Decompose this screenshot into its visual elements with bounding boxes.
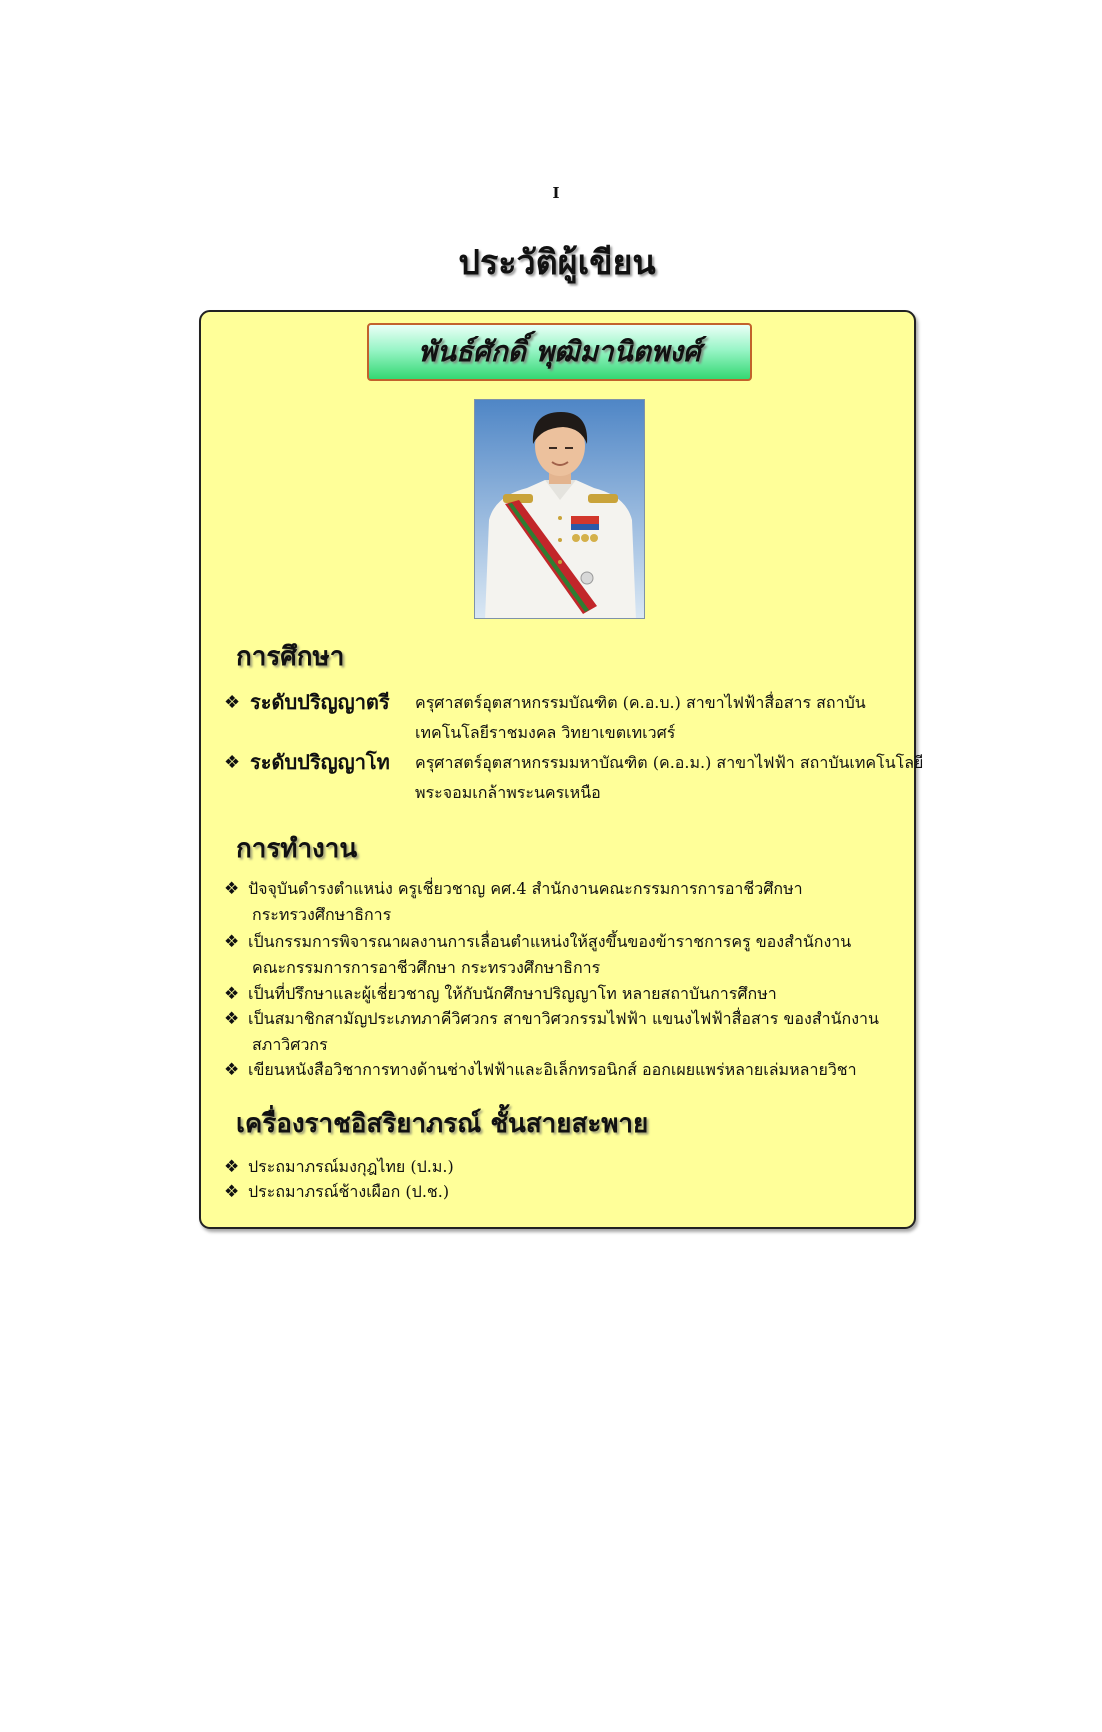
decoration-item: ประถมาภรณ์ช้างเผือก (ป.ช.) <box>248 1182 450 1201</box>
work-item-line: เป็นสมาชิกสามัญประเภทภาคีวิศวกร สาขาวิศวกรรมไฟฟ้า แขนงไฟฟ้าสื่อสาร ของสำนักงาน <box>248 1009 879 1028</box>
education-detail-line: พระจอมเกล้าพระนครเหนือ <box>415 783 601 802</box>
education-detail-line: ครุศาสตร์อุตสาหกรรมบัณฑิต (ค.อ.บ.) สาขาไฟฟ้าสื่อสาร สถาบัน <box>415 693 866 712</box>
bullet-icon: ❖ <box>224 752 241 773</box>
bullet-icon: ❖ <box>224 932 240 952</box>
decoration-item: ประถมาภรณ์มงกุฎไทย (ป.ม.) <box>248 1157 454 1176</box>
page-title: ประวัติผู้เขียน <box>458 243 656 283</box>
education-level: ระดับปริญญาตรี <box>250 690 390 714</box>
bullet-icon: ❖ <box>224 692 241 713</box>
work-item-line: เป็นที่ปรึกษาและผู้เชี่ยวชาญ ให้กับนักศึกษาปริญญาโท หลายสถาบันการศึกษา <box>248 984 777 1003</box>
bullet-icon: ❖ <box>224 879 240 899</box>
work-item-line: คณะกรรมการการอาชีวศึกษา กระทรวงศึกษาธิการ <box>252 958 601 977</box>
work-item-line: เป็นกรรมการพิจารณาผลงานการเลื่อนตำแหน่งให้สูงขึ้นของข้าราชการครู ของสำนักงาน <box>248 932 852 951</box>
work-item-line: ปัจจุบันดำรงตำแหน่ง ครูเชี่ยวชาญ คศ.4 สำนักงานคณะกรรมการการอาชีวศึกษา <box>248 879 803 898</box>
work-heading: การทำงาน <box>236 834 358 864</box>
work-item-line: สภาวิศวกร <box>252 1035 328 1054</box>
work-item-line: เขียนหนังสือวิชาการทางด้านช่างไฟฟ้าและอิเล็กทรอนิกส์ ออกเผยแพร่หลายเล่มหลายวิชา <box>248 1060 857 1079</box>
author-name-banner <box>367 323 752 381</box>
bullet-icon: ❖ <box>224 1060 240 1080</box>
bullet-icon: ❖ <box>224 984 240 1004</box>
education-level: ระดับปริญญาโท <box>250 750 390 774</box>
author-name: พันธ์ศักดิ์ พุฒิมานิตพงศ์ <box>418 335 701 368</box>
bullet-icon: ❖ <box>224 1182 240 1202</box>
education-heading: การศึกษา <box>236 642 345 672</box>
page-number: I <box>552 184 560 202</box>
education-detail-line: ครุศาสตร์อุตสาหกรรมมหาบัณฑิต (ค.อ.ม.) สาขาไฟฟ้า สถาบันเทคโนโลยี <box>415 753 924 772</box>
decorations-heading: เครื่องราชอิสริยาภรณ์ ชั้นสายสะพาย <box>236 1109 649 1139</box>
education-detail-line: เทคโนโลยีราชมงคล วิทยาเขตเทเวศร์ <box>415 723 676 742</box>
author-photo <box>474 399 645 619</box>
bullet-icon: ❖ <box>224 1009 240 1029</box>
work-item-line: กระทรวงศึกษาธิการ <box>252 905 392 924</box>
bullet-icon: ❖ <box>224 1157 240 1177</box>
